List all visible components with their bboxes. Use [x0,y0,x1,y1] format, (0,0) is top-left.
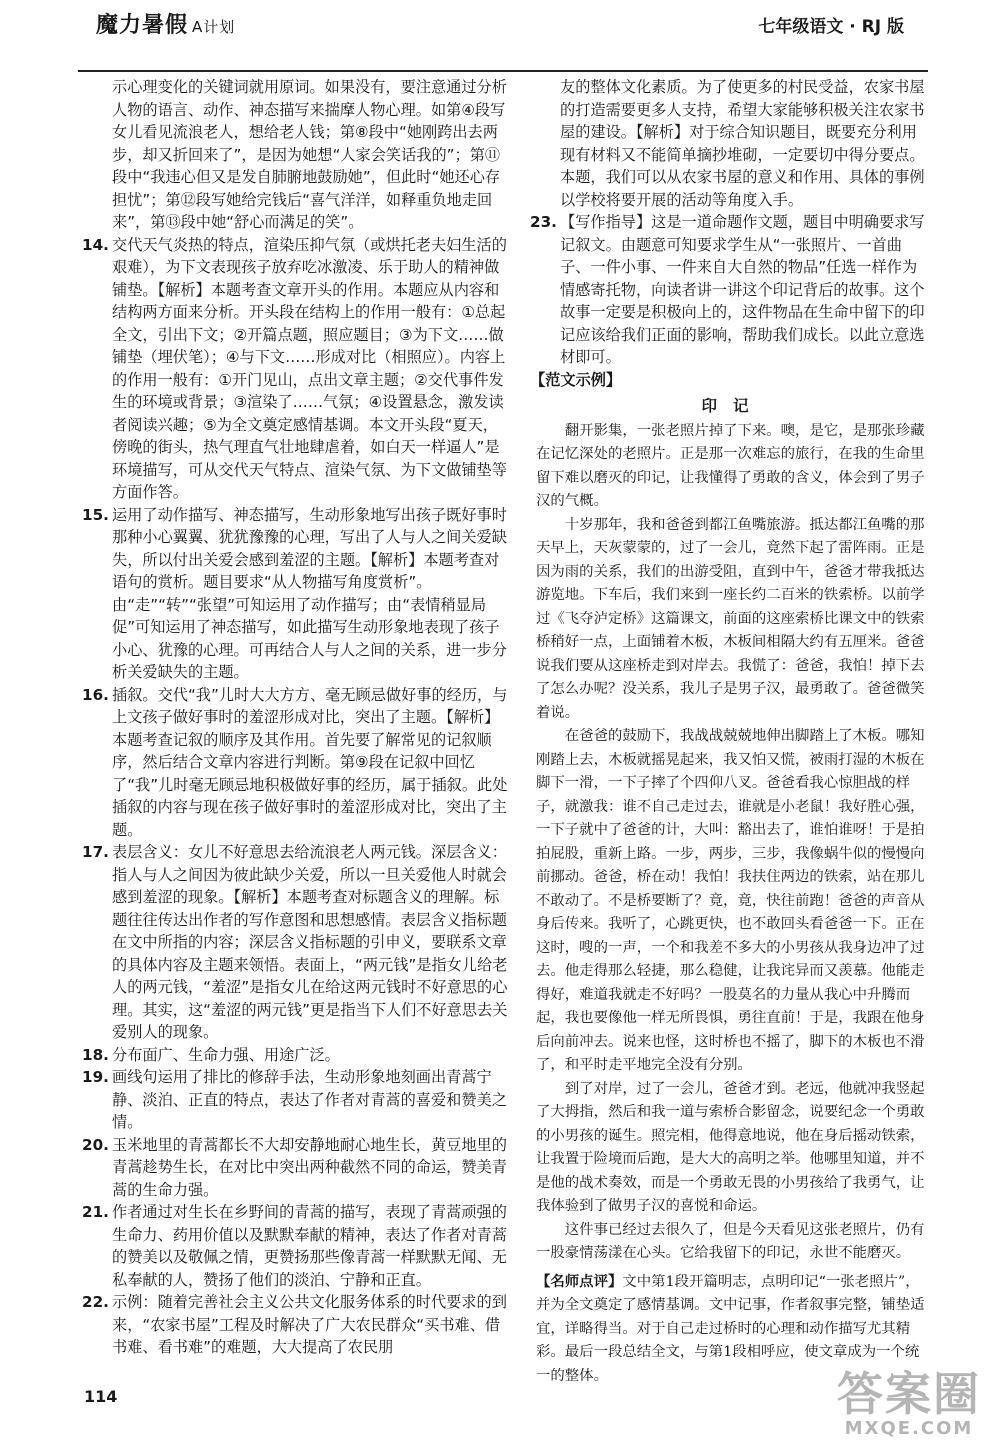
book-brand [96,8,235,39]
answer-14 [82,234,512,504]
answer-text: 作者通过对生长在乡野间的青蒿的描写，表现了青蒿顽强的生命力、药用价值以及默默奉献的精神，表达了作者对青蒿的赞美以及敬佩之情，更赞扬那些像青蒿一样默默无闻、无私奉献的人，赞扬了他们的淡泊、宁静和正直。 [112,1203,507,1289]
essay-paragraph-2: 十岁那年，我和爸爸到都江鱼嘴旅游。抵达都江鱼嘴的那天早上，天灰蒙蒙的，过了一会儿，竟然下起了雷阵雨。正是因为雨的关系，我们的出游受阻，直到中午，爸爸才带我抵达游览地。下车后，我们来到一座长约二百米的铁索桥。以前学过《飞夺泸定桥》这篇课文，前面的这座索桥比课文中的铁索桥稍好一点，上面铺着木板，木板间相隔大约有五厘米。爸爸说我们要从这座桥走到对岸去。我慌了：爸爸，我怕！掉下去了怎么办呢？没关系，我儿子是男子汉，最勇敢了。爸爸微笑着说。 [536,516,925,721]
answer-number: 18. [82,1045,109,1064]
answer-22-continued: 友的整体文化素质。为了使更多的村民受益，农家书屋的打造需要更多人支持，希望大家能够积极关注农家书屋的建设。【解析】对于综合知识题目，既要充分利用现有材料又不能简单摘抄堆砌，一定要切中得分要点。本题，我们可以从农家书屋的意义和作用、具体的事例以学校将要开展的活动等角度入手。 [560,78,925,209]
answer-number: 22. [82,1293,109,1311]
answer-text: 运用了动作描写、神态描写，生动形象地写出孩子既好事时那种小心翼翼、犹犹豫豫的心理，写出了人与人之间关爱缺失，所以付出关爱会感到羞涩的主题。【解析】本题考查对语句的赏析。题目要求“从人物描写角度赏析”。由“走”“转”“张望”可知运用了动作描写；由“表情稍显局促”可知运用了神态描写，如此描写生动形象地表现了孩子小心、犹豫的心理。可再结合人与人之间的关系，进一步分析关爱缺失的主题。 [112,505,507,681]
answer-text: 分布面广、生命力强、用途广泛。 [112,1045,340,1064]
answer-text: 【写作指导】这是一道命题作文题，题目中明确要求写记叙文。由题意可知要求学生从“一张照片、一首曲子、一件小事、一件来自大自然的物品”任选一样作为情感寄托物，向读者讲一讲这个印记背后的故事。这个故事一定要是积极向上的，这件物品在生命中留下的印记应该给我们正面的影响，帮助我们成长。以此立意选材即可。 [560,213,925,366]
answer-21 [82,1201,512,1291]
comment-text: 文中第1段开篇明志，点明印记“一张老照片”，并为全文奠定了感情基调。文中记事，作者叙事完整，铺垫适宜，详略得当。对于自己走过桥时的心理和动作描写尤其精彩。最后一段总结全文，与第1段相呼应，使文章成为一个统一的整体。 [536,1273,925,1384]
answer-20 [82,1134,512,1202]
answer-number: 21. [82,1203,109,1221]
answer-16 [82,684,512,842]
answer-number: 23. [530,213,557,231]
answer-text: 插叙。交代“我”儿时大大方方、毫无顾忌做好事的经历，与上文孩子做好事时的羞涩形成对比，突出了主题。【解析】本题考查记叙的顺序及其作用。首先要了解常见的记叙顺序，然后结合文章内容进行判断。第⑨段在记叙中回忆了“我”儿时毫无顾忌地积极做好事的经历，属于插叙。此处插叙的内容与现在孩子做好事时的羞涩形成对比，突出了主题。 [112,685,508,839]
essay-title: 印记 [701,396,765,415]
answer-22 [82,1291,512,1359]
essay-paragraph-3: 在爸爸的鼓励下，我战战兢兢地伸出脚踏上了木板。哪知刚踏上去，木板就摇晃起来，我又怕又慌，被雨打湿的木板在脚下一滑，一下子摔了个四仰八叉。爸爸看我心惊胆战的样子，就激我：谁不自己走过去，谁就是小老鼠！我好胜心强，一下子就中了爸爸的计，大叫：豁出去了，谁怕谁呀！于是拍拍屁股，重新上路。一步，两步，三步，我像蜗牛似的慢慢向前挪动。爸爸，桥在动！我怕！我扶住两边的铁索，站在那儿不敢动了。不是桥要断了？竟，竟，快往前跑！爸爸的声音从身后传来。我听了，心跳更快，也不敢回头看爸爸一下。正在这时，嗖的一声，一个和我差不多大的小男孩从我身边冲了过去。他走得那么轻捷，那么稳健，让我诧异而又羡慕。他能走得好，难道我就走不好吗？一股莫名的力量从我心中升腾而起，我也要像他一样无所畏惧，勇往直前！于是，我跟在他身后向前冲去。说来也怪，这时桥也不摇了，脚下的木板也不滑了，和平时走平地完全没有分别。 [536,728,925,1073]
answer-18 [82,1044,512,1067]
answer-text: 交代天气炎热的特点，渲染压抑气氛（或烘托老夫妇生活的艰难），为下文表现孩子放弃吃冰激凌、乐于助人的精神做铺垫。【解析】本题考查文章开头的作用。本题应从内容和结构两方面来分析。开头段在结构上的作用一般有：①总起全文，引出下文；②开篇点题，照应题目；③为下文……做铺垫（埋伏笔）；④与下文……形成对比（相照应）。内容上的作用一般有：①开门见山，点出文章主题；②交代事件发生的环境或背景；③渲染了……气氛；④设置悬念，激发读者阅读兴趣；⑤为全文奠定感情基调。本文开头段“夏天，傍晚的街头，热气理直气壮地肆虐着，如白天一样逼人”是环境描写，可从交代天气特点、渲染气氛、为下文做铺垫等方面作答。 [112,235,507,501]
header-rule [78,70,928,72]
answer-number: 20. [82,1135,109,1154]
answer-23 [530,211,930,369]
left-column [82,76,512,1359]
answer-17 [82,841,512,1044]
watermark-url: MXQE.COM [844,1418,974,1439]
answer-text: 画线句运用了排比的修辞手法，生动形象地刻画出青蒿宁静、淡泊、正直的特点，表达了作者对青蒿的喜爱和赞美之情。 [112,1068,507,1131]
page-header [96,8,904,52]
essay-paragraph-5: 这件事已经过去很久了，但是今天看见这张老照片，仍有一股豪情荡漾在心头。它给我留下的印记，永世不能磨灭。 [536,1221,925,1261]
answer-text: 表层含义：女儿不好意思去给流浪老人两元钱。深层含义：指人与人之间因为彼此缺少关爱，所以一旦关爱他人时就会感到羞涩的现象。【解析】本题考查对标题含义的理解。标题往往传达出作者的写作意图和思想感情。表层含义指标题在文中所指的内容；深层含义指标题的引申义，要联系文章的具体内容及主题来领悟。表面上，“两元钱”是指女儿给老人的两元钱，“羞涩”是指女儿在给这两元钱时不好意思的心理。其实，这“羞涩的两元钱”更是指当下人们不好意思去关爱别人的现象。 [112,843,508,1041]
answer-text: 示例：随着完善社会主义公共文化服务体系的时代要求的到来，“农家书屋”工程及时解决了广大农民群众“买书难、借书难、看书难”的难题，大大提高了农民朋 [112,1293,507,1356]
answer-19 [82,1066,512,1134]
watermark-logo-text: 答案圈 [837,1367,981,1421]
answer-13-continued: 示心理变化的关键词就用原词。如果没有，要注意通过分析人物的语言、动作、神态描写来揣摩人物心理。如第④段写女儿看见流浪老人，想给老人钱；第⑧段中“她刚跨出去两步，却又折回来了”，是因为她想“人家会笑话我的”；第⑪段中“我违心但又是发自肺腑地鼓励她”，但此时“她还心存担忧”；第⑫段写她给完钱后“喜气洋洋，如释重负地走回来”，第⑬段中她“舒心而满足的笑”。 [112,78,507,231]
site-watermark [824,1367,994,1442]
answer-number: 15. [82,505,109,524]
essay-paragraph-1: 翻开影集，一张老照片掉了下来。噢，是它，是那张珍藏在记忆深处的老照片。正是那一次难忘的旅行，在我的生命里留下难以磨灭的印记，让我懂得了勇敢的含义，体会到了男子汉的气概。 [536,422,925,509]
sample-essay [530,394,930,1266]
answer-number: 16. [82,685,109,704]
answer-15 [82,504,512,684]
right-column [530,76,930,1388]
answer-text: 玉米地里的青蒿都长不大却安静地耐心地生长，黄豆地里的青蒿趁势生长，在对比中突出两种截然不同的命运，赞美青蒿的生命力强。 [112,1135,507,1199]
grade-label: 七年级语文 · RJ 版 [758,17,904,37]
brand-title: 魔力暑假 [96,13,189,38]
answer-number: 17. [82,843,109,861]
page-number: 114 [84,1387,118,1406]
essay-paragraph-4: 到了对岸，过了一会儿，爸爸才到。老远，他就冲我竖起了大拇指，然后和我一道与索桥合影留念，说要纪念一个勇敢的小男孩的诞生。照完相，他得意地说，他在身后摇动铁索，让我置于险境而后跑，是大大的高明之举。他哪里知道，并不是他的战术奏效，而是一个勇敢无畏的小男孩给了我勇气，让我体验到了做男子汉的喜悦和命运。 [536,1080,925,1214]
brand-subtitle: A计划 [192,18,236,36]
answer-number: 14. [82,235,109,254]
sample-essay-label: 【范文示例】 [530,370,622,389]
answer-number: 19. [82,1068,109,1086]
comment-label: 【名师点评】 [536,1272,623,1290]
